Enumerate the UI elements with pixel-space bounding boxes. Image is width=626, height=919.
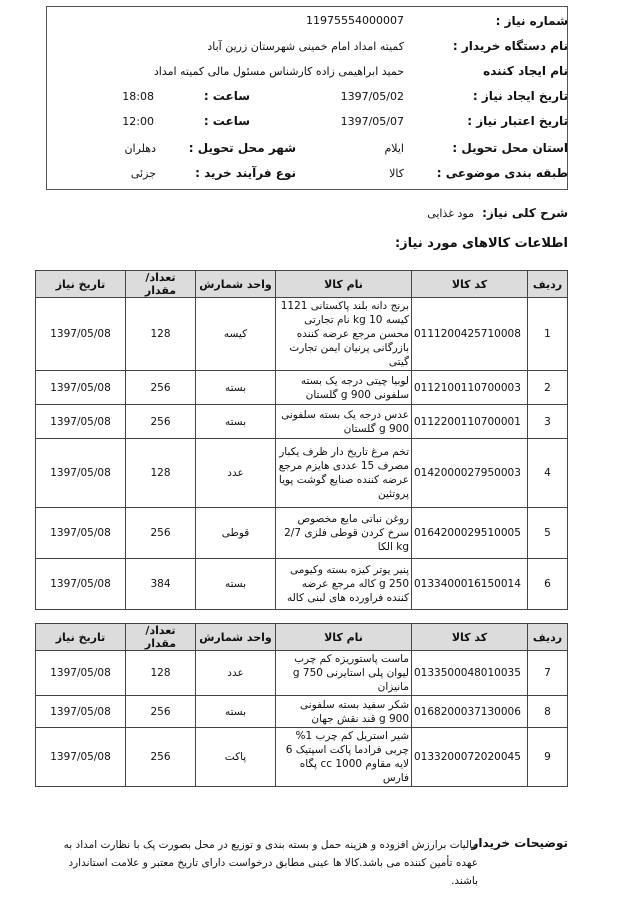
table-row [36,405,568,439]
header-row-number: ردیف [528,624,568,651]
table-row [36,651,568,696]
header-date: تاریخ نیاز [36,624,126,651]
cell-code: 0111200425710008 [412,298,528,371]
cell-qty: 128 [126,439,196,508]
cell-unit: پاکت [196,728,276,787]
cell-row-number: 3 [528,405,568,439]
cell-code: 0112200110700001 [412,405,528,439]
table-header-row [36,624,568,651]
created-date-value: 1397/05/02 [340,90,404,103]
cell-row-number: 7 [528,651,568,696]
cell-unit: قوطی [196,508,276,559]
cell-row-number: 1 [528,298,568,371]
header-unit: واحد شمارش [196,271,276,298]
header-unit: واحد شمارش [196,624,276,651]
subject-category-value: کالا [389,167,404,180]
table-row [36,298,568,371]
need-number-value: 11975554000007 [306,14,404,27]
cell-date: 1397/05/08 [36,439,126,508]
validity-time-label: ساعت : [203,114,250,128]
table-row [36,696,568,728]
cell-code: 0164200029510005 [412,508,528,559]
need-number-label: شماره نیاز : [495,14,568,28]
header-code: کد کالا [412,624,528,651]
cell-name: لوبیا چیتی درجه یک بسته سلفونی 900 g گلستان [276,371,412,405]
table-row [36,728,568,787]
cell-date: 1397/05/08 [36,405,126,439]
cell-date: 1397/05/08 [36,651,126,696]
cell-row-number: 6 [528,559,568,610]
header-name: نام کالا [276,271,412,298]
cell-name: روغن نباتی مایع مخصوص سرخ کردن قوطی فلزی 2/7 kg الکا [276,508,412,559]
header-qty: تعداد/ مقدار [126,271,196,298]
cell-unit: بسته [196,371,276,405]
purchase-process-value: جزئی [130,167,156,180]
cell-name: عدس درجه یک بسته سلفونی 900 g گلستان [276,405,412,439]
cell-code: 0112100110700003 [412,371,528,405]
cell-qty: 128 [126,651,196,696]
cell-qty: 256 [126,728,196,787]
cell-row-number: 2 [528,371,568,405]
cell-unit: عدد [196,651,276,696]
cell-code: 0142000027950003 [412,439,528,508]
delivery-province-label: استان محل تحویل : [452,141,568,155]
cell-qty: 128 [126,298,196,371]
delivery-city-value: دهلران [124,142,156,155]
created-time-label: ساعت : [203,89,250,103]
summary-label: شرح کلی نیاز: [482,206,568,220]
buyer-org-label: نام دستگاه خریدار : [452,39,568,53]
buyer-notes-text: مالیات برارزش افزوده و هزینه حمل و بسته بندی و توزیع در محل بصورت پک با نظارت امداد به عهده تأمین کننده می باشد.کالا ها عینی مطابق درخواست دارای تاریخ معتبر و علامت استاندارد باشند. [63,839,478,887]
cell-qty: 256 [126,508,196,559]
cell-date: 1397/05/08 [36,298,126,371]
header-code: کد کالا [412,271,528,298]
cell-unit: کیسه [196,298,276,371]
cell-date: 1397/05/08 [36,696,126,728]
validity-date-value: 1397/05/07 [340,115,404,128]
cell-row-number: 4 [528,439,568,508]
creator-value: حمید ابراهیمی زاده کارشناس مسئول مالی کمیته امداد [153,65,404,78]
table-row [36,559,568,610]
cell-date: 1397/05/08 [36,508,126,559]
validity-date-label: تاریخ اعتبار نیاز : [467,114,568,128]
cell-date: 1397/05/08 [36,728,126,787]
delivery-province-value: ایلام [384,142,404,155]
table-row [36,371,568,405]
header-date: تاریخ نیاز [36,271,126,298]
cell-name: ماست پاستوریزه کم چرب لیوان پلی استایرنی 750 g مانیزان [276,651,412,696]
cell-name: پنیر یوتر کیزه بسته وکیومی 250 g کاله مرجع عرضه کننده فراورده های لبنی کاله [276,559,412,610]
cell-unit: بسته [196,405,276,439]
cell-name: شیر استریل کم چرب 1% چربی فرادما پاکت اسپتیک 6 لایه مقاوم 1000 cc پگاه فارس [276,728,412,787]
table-header-row [36,271,568,298]
delivery-city-label: شهر محل تحویل : [188,141,296,155]
cell-code: 0133500048010035 [412,651,528,696]
section-title: اطلاعات کالاهای مورد نیاز: [394,236,568,251]
cell-row-number: 5 [528,508,568,559]
items-table-1 [35,270,568,610]
header-row-number: ردیف [528,271,568,298]
cell-qty: 256 [126,371,196,405]
cell-row-number: 9 [528,728,568,787]
cell-date: 1397/05/08 [36,559,126,610]
creator-label: نام ایجاد کننده [483,64,568,78]
created-date-label: تاریخ ایجاد نیاز : [472,89,568,103]
cell-name: تخم مرغ تاریخ دار ظرف یکبار مصرف 15 عددی هایزم مرجع عرضه کننده صنایع گوشت پویا پروتئین [276,439,412,508]
cell-code: 0133200072020045 [412,728,528,787]
cell-unit: عدد [196,439,276,508]
cell-row-number: 8 [528,696,568,728]
table-row [36,508,568,559]
cell-unit: بسته [196,696,276,728]
cell-qty: 256 [126,696,196,728]
cell-name: شکر سفید بسته سلفونی 900 g قند نقش جهان [276,696,412,728]
created-time-value: 18:08 [122,90,154,103]
cell-name: برنج دانه بلند پاکستانی 1121 کیسه 10 kg نام تجارتی محسن مرجع عرضه کننده بازرگانی پرنیان ایمن تجارت گیتی [276,298,412,371]
purchase-process-label: نوع فرآیند خرید : [195,166,296,180]
cell-code: 0133400016150014 [412,559,528,610]
cell-code: 0168200037130006 [412,696,528,728]
items-table-2 [35,623,568,787]
cell-unit: بسته [196,559,276,610]
validity-time-value: 12:00 [122,115,154,128]
summary-value: مود غذایی [427,207,474,220]
buyer-notes-label: توضیحات خریدار [471,836,568,850]
subject-category-label: طبقه بندی موضوعی : [436,166,568,180]
cell-qty: 384 [126,559,196,610]
buyer-org-value: کمیته امداد امام خمینی شهرستان زرین آباد [207,40,404,53]
cell-qty: 256 [126,405,196,439]
cell-date: 1397/05/08 [36,371,126,405]
table-row [36,439,568,508]
header-qty: تعداد/ مقدار [126,624,196,651]
header-name: نام کالا [276,624,412,651]
